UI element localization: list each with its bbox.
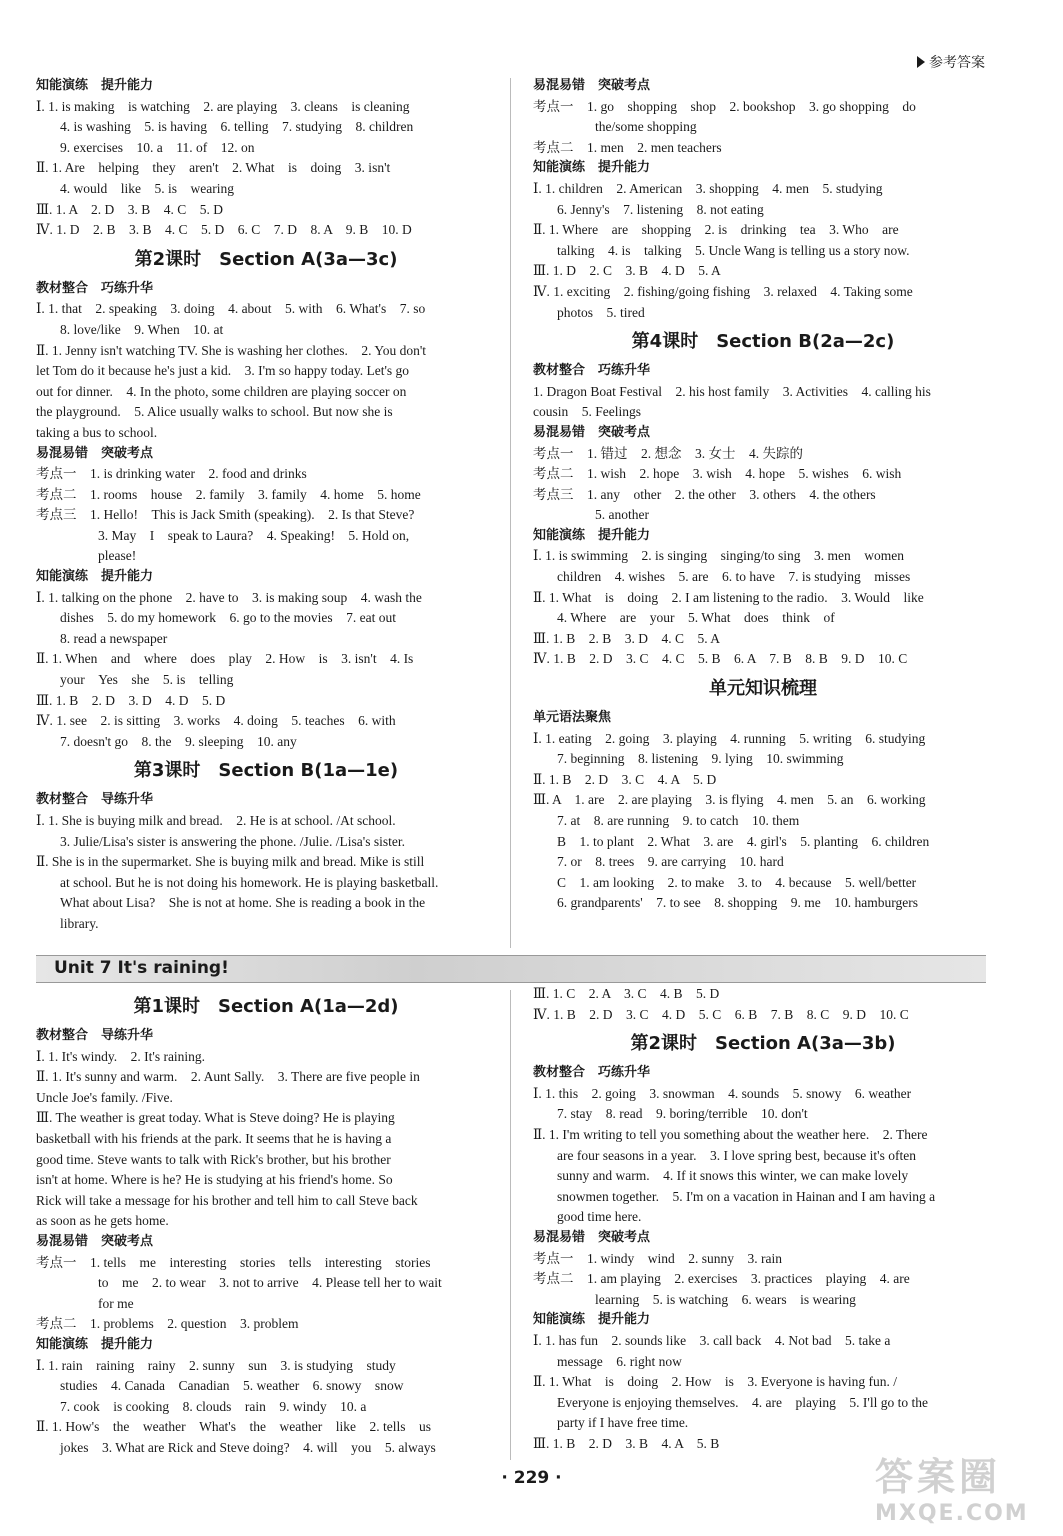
lesson-heading: 第2课时 Section A(3a—3c) [134, 248, 398, 270]
answer-line: 考点二 1. rooms house 2. family 3. family 4. home 5. home [36, 486, 421, 502]
answer-line: What about Lisa? She is not at home. She is reading a book in the [60, 895, 426, 911]
answer-line: at school. But he is not doing his homework. He is playing basketball. [60, 874, 439, 890]
watermark-logo [875, 1446, 1045, 1526]
subsection-heading: 教材整合 导练升华 [36, 792, 154, 808]
answer-line: 4. is washing 5. is having 6. telling 7. studying 8. children [60, 119, 414, 135]
answer-line: 考点二 1. men 2. men teachers [533, 139, 722, 155]
answer-line: sunny and warm. 4. If it snows this winter, we can make lovely [557, 1168, 909, 1184]
answer-line: good time. Steve wants to talk with Rick's brother, but his brother [36, 1151, 391, 1167]
answer-line: Ⅲ. 1. A 2. D 3. B 4. C 5. D [36, 201, 224, 217]
answer-line: 7. doesn't go 8. the 9. sleeping 10. any [60, 733, 297, 749]
lesson-heading: 第2课时 Section A(3a—3b) [630, 1033, 896, 1055]
answer-line: talking 4. is talking 5. Uncle Wang is telling us a story now. [557, 242, 910, 258]
subsection-heading: 单元语法聚焦 [533, 710, 612, 726]
left-column-top [36, 76, 496, 935]
subsection-heading: 易混易错 突破考点 [36, 445, 154, 461]
answer-line: 7. at 8. are running 9. to catch 10. them [557, 813, 800, 828]
answer-line: 5. another [595, 507, 649, 523]
answer-line: 4. Where are your 5. What does think of [557, 610, 835, 626]
subsection-heading: 易混易错 突破考点 [533, 424, 651, 440]
answer-line: Ⅲ. A 1. are 2. are playing 3. is flying 4. men 5. an 6. working [533, 792, 926, 808]
answer-line: Ⅳ. 1. D 2. B 3. B 4. C 5. D 6. C 7. D 8. A 9. B 10. D [36, 222, 412, 238]
answer-line: please! [98, 548, 137, 564]
unit-heading-bar [36, 955, 986, 983]
answer-line: for me [98, 1295, 134, 1311]
answer-line: basketball with his friends at the park. It seems that he is having a [36, 1130, 392, 1146]
subsection-heading: 易混易错 突破考点 [533, 78, 651, 93]
subsection-heading: 教材整合 巧练升华 [533, 363, 651, 379]
answer-line: taking a bus to school. [36, 424, 158, 440]
answer-line: the/some shopping [595, 119, 697, 135]
answer-line: 考点一 1. go shopping shop 2. bookshop 3. go shopping do [533, 98, 916, 114]
answer-line: C 1. am looking 2. to make 3. to 4. because 5. well/better [557, 874, 917, 890]
answer-line: B 1. to plant 2. What 3. are 4. girl's 5. planting 6. children [557, 833, 930, 849]
section-title: 单元知识梳理 [709, 678, 817, 700]
subsection-heading: 教材整合 巧练升华 [533, 1065, 651, 1081]
answer-line: library. [60, 915, 99, 931]
answer-line: 考点一 1. tells me interesting stories tells interesting stories [36, 1254, 431, 1270]
answer-line: party if I have free time. [557, 1415, 689, 1431]
triangle-icon [917, 56, 925, 68]
answer-line: Ⅰ. 1. is making is watching 2. are playing 3. cleans is cleaning [36, 98, 410, 114]
answer-line: Ⅱ. She is in the supermarket. She is buying milk and bread. Mike is still [36, 854, 425, 870]
answer-line: 6. Jenny's 7. listening 8. not eating [557, 201, 764, 217]
answer-line: 7. or 8. trees 9. are carrying 10. hard [557, 854, 784, 870]
answer-line: learning 5. is watching 6. wears is wearing [595, 1291, 856, 1307]
answer-line: photos 5. tired [557, 304, 645, 320]
answer-line: 考点一 1. windy wind 2. sunny 3. rain [533, 1250, 782, 1266]
answer-line: Ⅲ. 1. B 2. D 3. D 4. D 5. D [36, 692, 226, 708]
answer-line: Ⅳ. 1. exciting 2. fishing/going fishing 3. relaxed 4. Taking some [533, 283, 913, 299]
answer-line: Ⅰ. 1. It's windy. 2. It's raining. [36, 1048, 206, 1064]
answer-line: Ⅲ. 1. B 2. B 3. D 4. C 5. A [533, 630, 721, 646]
answer-line: 3. May I speak to Laura? 4. Speaking! 5. Hold on, [98, 527, 410, 543]
answer-line: 8. read a newspaper [60, 630, 168, 646]
answer-line: 考点三 1. any other 2. the other 3. others 4. the others [533, 486, 876, 502]
answer-line: Ⅰ. 1. She is buying milk and bread. 2. He is at school. /At school. [36, 813, 396, 828]
right-column-top [533, 76, 993, 914]
column-divider-lower [510, 990, 511, 1460]
lesson-heading: 第4课时 Section B(2a—2c) [631, 331, 895, 353]
answer-line: Ⅰ. 1. rain raining rainy 2. sunny sun 3. is studying study [36, 1357, 396, 1373]
answer-line: the playground. 5. Alice usually walks to school. But now she is [36, 404, 393, 420]
answer-line: studies 4. Canada Canadian 5. weather 6. snowy snow [60, 1378, 404, 1394]
answer-line: 4. would like 5. is wearing [60, 180, 234, 196]
answer-line: Everyone is enjoying themselves. 4. are playing 5. I'll go to the [557, 1394, 928, 1410]
header-label: 参考答案 [929, 54, 985, 70]
watermark-text: 答案圈 [875, 1455, 1002, 1499]
answer-line: to me 2. to wear 3. not to arrive 4. Please tell her to wait [98, 1275, 442, 1291]
answer-line: Ⅲ. The weather is great today. What is Steve doing? He is playing [36, 1110, 395, 1126]
lesson-heading: 第3课时 Section B(1a—1e) [133, 760, 399, 782]
answer-line: jokes 3. What are Rick and Steve doing? 4. will you 5. always [60, 1439, 436, 1455]
answer-line: Ⅰ. 1. eating 2. going 3. playing 4. running 5. writing 6. studying [533, 730, 926, 746]
answer-line: Ⅰ. 1. talking on the phone 2. have to 3. is making soup 4. wash the [36, 589, 422, 605]
subsection-heading: 知能演练 提升能力 [533, 1312, 651, 1328]
answer-line: 6. grandparents' 7. to see 8. shopping 9. me 10. hamburgers [557, 895, 918, 911]
answer-line: snowmen together. 5. I'm on a vacation in Hainan and I am having a [557, 1188, 936, 1204]
answer-line: let Tom do it because he's just a kid. 3. I'm so happy today. Let's go [36, 363, 410, 379]
answer-line: Ⅱ. 1. What is doing 2. I am listening to the radio. 3. Would like [533, 589, 924, 605]
answer-line: are four seasons in a year. 3. I love spring best, because it's often [557, 1147, 916, 1163]
right-column-bottom [533, 984, 993, 1454]
answer-line: Ⅰ. 1. has fun 2. sounds like 3. call back 4. Not bad 5. take a [533, 1332, 891, 1348]
watermark-url: MXQE.COM [875, 1501, 1029, 1526]
answer-line: Ⅱ. 1. Where are shopping 2. is drinking tea 3. Who are [533, 222, 899, 238]
subsection-heading: 易混易错 突破考点 [36, 1233, 154, 1249]
answer-line: Ⅱ. 1. Are helping they aren't 2. What is doing 3. isn't [36, 160, 391, 176]
subsection-heading: 知能演练 提升能力 [36, 569, 154, 585]
answer-line: Ⅰ. 1. is swimming 2. is singing singing/to sing 3. men women [533, 548, 904, 564]
answer-line: Ⅱ. 1. Jenny isn't watching TV. She is washing her clothes. 2. You don't [36, 342, 427, 358]
answer-line: children 4. wishes 5. are 6. to have 7. is studying misses [557, 569, 911, 585]
answer-line: Uncle Joe's family. /Five. [36, 1089, 173, 1105]
lesson-heading: 第1课时 Section A(1a—2d) [133, 996, 399, 1017]
answer-line: 1. Dragon Boat Festival 2. his host family 3. Activities 4. calling his [533, 383, 931, 399]
answer-line: 考点一 1. is drinking water 2. food and drinks [36, 466, 307, 482]
answer-line: Ⅱ. 1. How's the weather What's the weather like 2. tells us [36, 1419, 431, 1435]
left-column-bottom [36, 988, 496, 1458]
subsection-heading: 教材整合 巧练升华 [36, 280, 154, 296]
subsection-heading: 知能演练 提升能力 [36, 1336, 154, 1352]
answer-line: Ⅱ. 1. It's sunny and warm. 2. Aunt Sally. 3. There are five people in [36, 1069, 420, 1085]
answer-line: your Yes she 5. is telling [60, 672, 234, 688]
answer-line: Ⅰ. 1. that 2. speaking 3. doing 4. about 5. with 6. What's 7. so [36, 301, 426, 317]
answer-line: 7. stay 8. read 9. boring/terrible 10. don't [557, 1106, 808, 1122]
answer-line: Ⅰ. 1. children 2. American 3. shopping 4. men 5. studying [533, 180, 883, 196]
answer-line: 9. exercises 10. a 11. of 12. on [60, 139, 255, 155]
answer-line: Ⅲ. 1. B 2. D 3. B 4. A 5. B [533, 1435, 720, 1451]
answer-line: Rick will take a message for his brother and tell him to call Steve back [36, 1192, 418, 1208]
page-number: · 229 · [501, 1468, 562, 1488]
answer-line: Ⅳ. 1. see 2. is sitting 3. works 4. doing 5. teaches 6. with [36, 713, 396, 729]
answer-line: 7. beginning 8. listening 9. lying 10. swimming [557, 751, 844, 767]
answer-line: 3. Julie/Lisa's sister is answering the phone. /Julie. /Lisa's sister. [60, 833, 405, 849]
answer-line: out for dinner. 4. In the photo, some children are playing soccer on [36, 383, 407, 399]
answer-line: Ⅲ. 1. D 2. C 3. B 4. D 5. A [533, 263, 721, 279]
answer-line: as soon as he gets home. [36, 1213, 169, 1229]
subsection-heading: 知能演练 提升能力 [36, 78, 154, 93]
answer-line: isn't at home. Where is he? He is studying at his friend's home. So [36, 1172, 393, 1188]
subsection-heading: 教材整合 导练升华 [36, 1028, 154, 1043]
subsection-heading: 知能演练 提升能力 [533, 160, 651, 176]
answer-line: 考点二 1. problems 2. question 3. problem [36, 1316, 299, 1332]
answer-line: message 6. right now [557, 1353, 682, 1369]
answer-line: Ⅳ. 1. B 2. D 3. C 4. D 5. C 6. B 7. B 8. C 9. D 10. C [533, 1006, 909, 1022]
answer-line: cousin 5. Feelings [533, 404, 641, 420]
subsection-heading: 易混易错 突破考点 [533, 1229, 651, 1245]
answer-key-header [917, 52, 985, 72]
answer-line: 8. love/like 9. When 10. at [60, 321, 224, 337]
answer-line: Ⅱ. 1. What is doing 2. How is 3. Everyone is having fun. / [533, 1374, 898, 1390]
answer-line: 7. cook is cooking 8. clouds rain 9. windy 10. a [60, 1398, 367, 1414]
answer-line: 考点三 1. Hello! This is Jack Smith (speaking). 2. Is that Steve? [36, 507, 415, 523]
answer-line: dishes 5. do my homework 6. go to the movies 7. eat out [60, 610, 396, 626]
answer-line: Ⅱ. 1. B 2. D 3. C 4. A 5. D [533, 771, 717, 787]
answer-line: Ⅲ. 1. C 2. A 3. C 4. B 5. D [533, 986, 720, 1001]
answer-line: Ⅱ. 1. When and where does play 2. How is 3. isn't 4. Is [36, 651, 414, 667]
answer-line: Ⅳ. 1. B 2. D 3. C 4. C 5. B 6. A 7. B 8. B 9. D 10. C [533, 651, 908, 667]
unit-title: Unit 7 It's raining! [54, 958, 229, 978]
column-divider [510, 78, 511, 948]
answer-line: 考点二 1. am playing 2. exercises 3. practices playing 4. are [533, 1271, 910, 1287]
answer-line: Ⅰ. 1. this 2. going 3. snowman 4. sounds 5. snowy 6. weather [533, 1085, 912, 1101]
subsection-heading: 知能演练 提升能力 [533, 527, 651, 543]
answer-line: Ⅱ. 1. I'm writing to tell you something about the weather here. 2. There [533, 1126, 928, 1142]
answer-line: 考点一 1. 错过 2. 想念 3. 女士 4. 失踪的 [533, 445, 803, 461]
answer-line: 考点二 1. wish 2. hope 3. wish 4. hope 5. wishes 6. wish [533, 466, 902, 482]
answer-line: good time here. [557, 1209, 642, 1225]
